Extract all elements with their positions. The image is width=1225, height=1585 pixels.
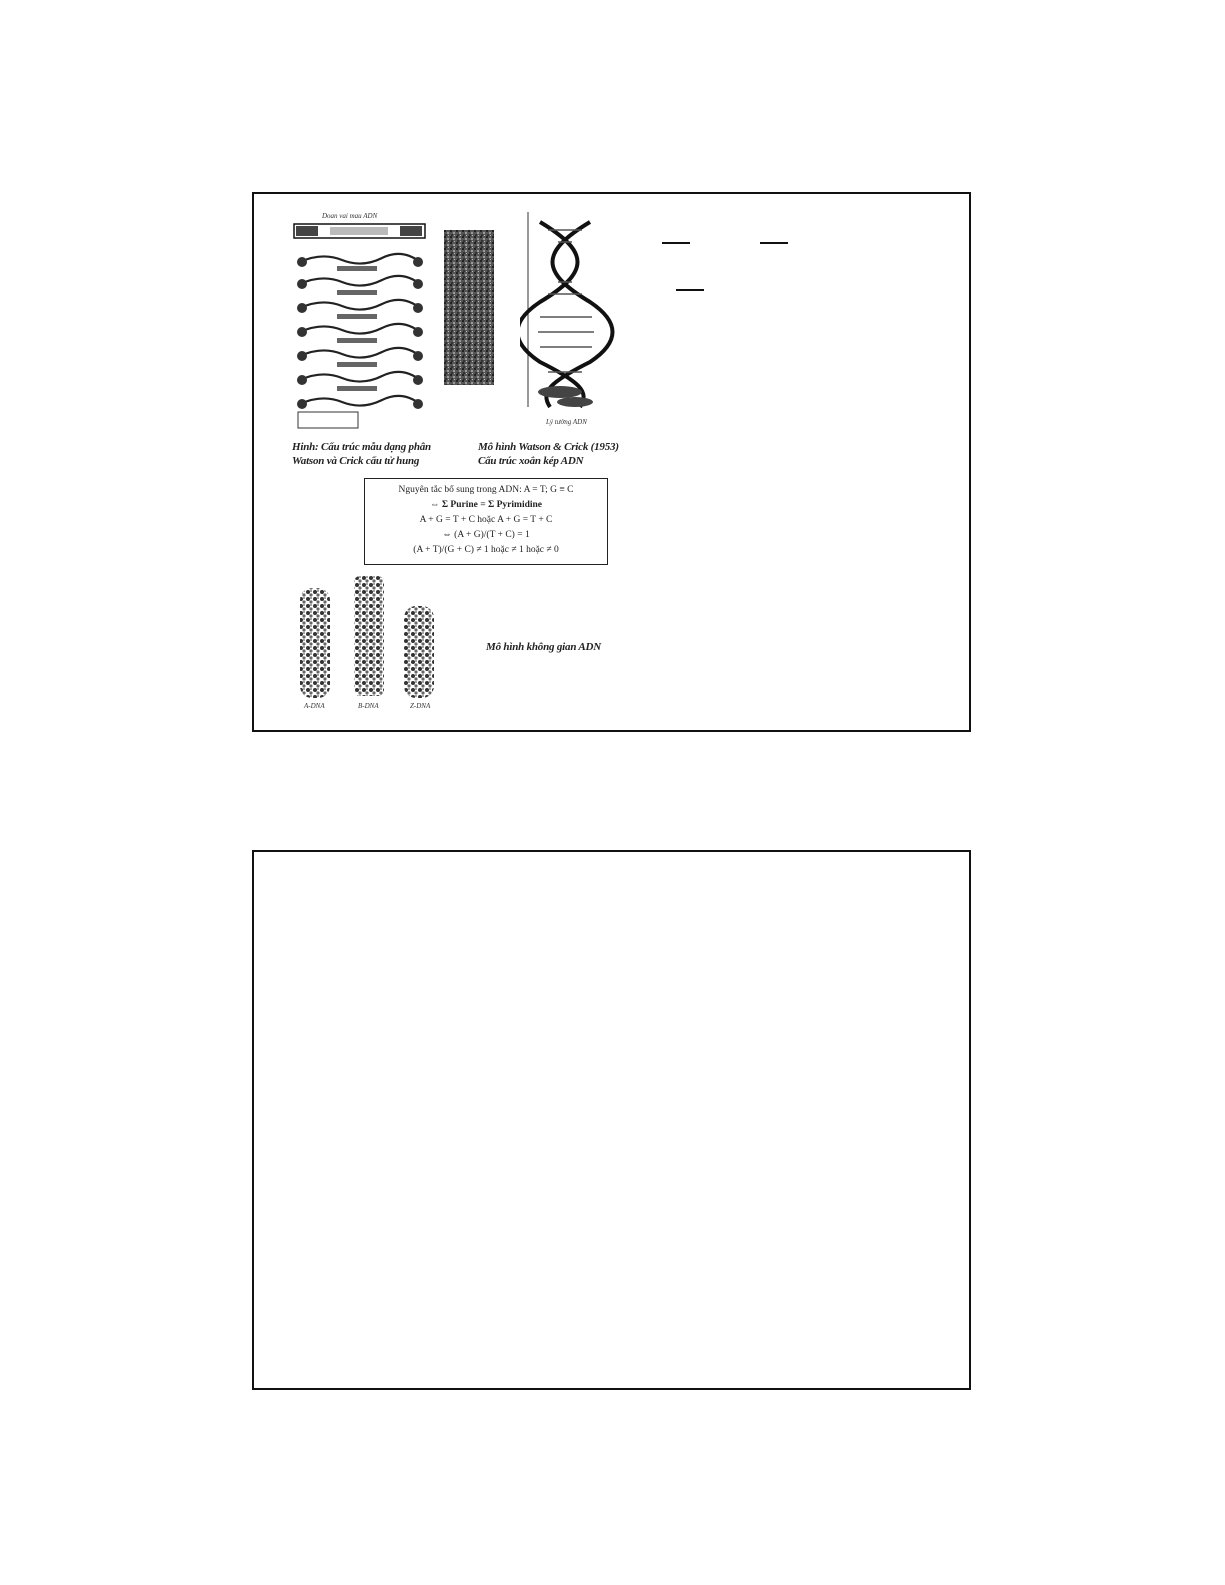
chromatin-label-b: B-DNA — [358, 702, 379, 710]
base-pairing-formula-box — [364, 478, 608, 565]
dna-figure — [284, 208, 624, 718]
right-figure-caption — [478, 440, 619, 468]
chromatin-label-z: Z-DNA — [410, 702, 431, 710]
left-figure-caption — [292, 440, 431, 468]
slide-2 — [252, 850, 971, 1390]
formula-line-2: ⇔ Σ Purine = Σ Pyrimidine — [429, 500, 543, 510]
space-filling-models — [292, 576, 452, 716]
left-caption-line-2: Watson và Crick cấu tử hung — [292, 455, 420, 467]
formula-line-1: Nguyên tắc bổ sung trong ADN: A = T; G ≡ C — [398, 485, 574, 495]
micrograph-image — [444, 230, 494, 385]
right-caption-line-2: Cấu trúc xoắn kép ADN — [478, 455, 584, 467]
left-caption-line-1: Hinh: Cấu trúc mẫu dạng phân — [292, 441, 431, 453]
bottom-figure-caption: Mô hình không gian ADN — [486, 641, 602, 653]
formula-line-5: (A + T)/(G + C) ≠ 1 hoặc ≠ 1 hoặc ≠ 0 — [413, 545, 559, 555]
formula-line-3: A + G = T + C hoặc A + G = T + C — [419, 515, 553, 525]
blank-line-2 — [760, 242, 788, 244]
helix-label: Lý tưởng ADN — [546, 418, 587, 426]
slide-1 — [252, 192, 971, 732]
right-caption-line-1: Mô hình Watson & Crick (1953) — [478, 441, 619, 453]
blank-line-3 — [676, 289, 704, 291]
formula-line-4: ⇔ (A + G)/(T + C) = 1 — [442, 530, 530, 540]
double-helix-diagram — [520, 212, 615, 422]
figure-top-caption: Doan vai mau ADN — [322, 212, 378, 220]
blank-line-1 — [662, 242, 690, 244]
chromatin-label-a: A-DNA — [304, 702, 325, 710]
replication-diagram — [292, 222, 427, 432]
